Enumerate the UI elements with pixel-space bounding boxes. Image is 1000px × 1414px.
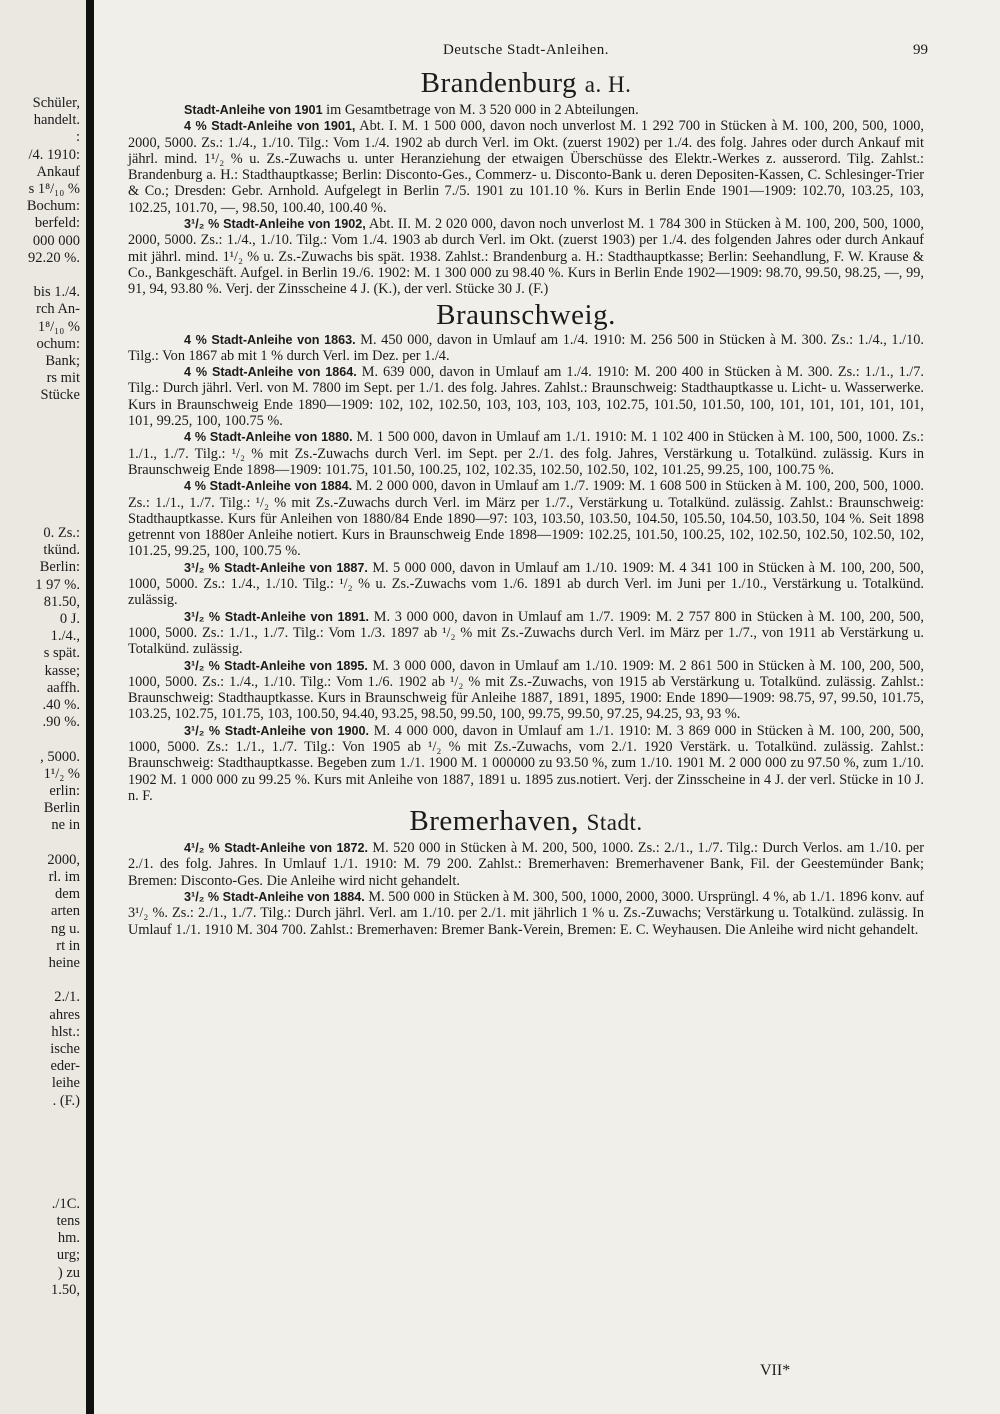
margin-fragment: heine bbox=[48, 955, 80, 971]
loan-entry bbox=[128, 118, 924, 216]
margin-fragment: kasse; bbox=[44, 662, 80, 679]
margin-fragment: dem bbox=[55, 886, 80, 903]
margin-fragment: 0. Zs.: bbox=[43, 525, 80, 541]
margin-fragment: , 5000. bbox=[40, 748, 80, 765]
margin-fragment: hm. bbox=[57, 1230, 80, 1247]
section-title-text: Brandenburg bbox=[420, 67, 578, 99]
loan-entry bbox=[128, 609, 924, 658]
entry-lead: 4 % Stadt-Anleihe von 1884. bbox=[184, 479, 353, 494]
margin-fragment: 81.50, bbox=[43, 593, 80, 610]
margin-fragment: Schüler, bbox=[32, 95, 80, 111]
margin-fragment: 0 J. bbox=[59, 611, 80, 627]
entry-lead: 4¹/₂ % Stadt-Anleihe von 1872. bbox=[184, 841, 368, 856]
margin-fragment: erlin: bbox=[49, 783, 80, 799]
section-title-text: Bremerhaven, bbox=[409, 805, 579, 838]
margin-fragment: aaffh. bbox=[46, 679, 80, 696]
entry-lead: 3¹/₂ % Stadt-Anleihe von 1884. bbox=[184, 890, 365, 905]
loan-entry bbox=[128, 332, 924, 365]
margin-fragment: ne in bbox=[51, 817, 80, 834]
loan-entry bbox=[128, 216, 924, 297]
margin-fragment: 1.50, bbox=[51, 1281, 80, 1298]
entry-text: Abt. II. M. 2 020 000, davon noch unverlost M. 1 784 300 in Stücken à M. 100, 200, 500, 1000, 2000, 5000. Zs.: 1./4., 1./10. Tilg.: Vom 1./4. 1903 ab durch Verl. im Okt. (zuerst 1903) per 1./4. des folgenden Jahres oder durch Ankauf mit jährl. mind. 1¹/₂ % u. Zs.-Zuwachs bis spät. 1938. Zahlst.: Brandenburg a. H.: Stadthauptkasse; Berlin: Seehandlung, F. W. Krause & Co., Bankgeschäft. Aufgel. in Berlin 19./6. 1902: M. 1 300 000 zu 98.40 %. Kurs in Berlin Ende 1902—1909: 98.70, 99.50, 98.25, —, 99, 91, 94, 93.80 %. Verj. der Zinsscheine 4 J. (K.), der verl. Stücke 30 J. (F.) bbox=[128, 216, 924, 298]
section-title-brandenburg bbox=[128, 66, 924, 102]
loan-entry bbox=[128, 478, 924, 559]
entry-lead: 4 % Stadt-Anleihe von 1864. bbox=[184, 365, 357, 380]
margin-fragment: rch An- bbox=[36, 301, 80, 318]
margin-fragment: bis 1./4. bbox=[33, 284, 80, 301]
loan-entry bbox=[128, 889, 924, 938]
margin-fragment: 2./1. bbox=[54, 989, 80, 1006]
entry-text: M. 639 000, davon in Umlauf am 1./4. 1910: M. 200 400 in Stücken à M. 300. Zs.: 1./1., 1./7. Tilg.: Durch jährl. Verl. von M. 7800 im Sept. per 1./1. des folg. Jahres. Zahlst.: Braunschweig: Stadthauptkasse u. Licht- u. Wasserwerke. Kurs in Braunschweig Ende 1890—1909: 102, 102, 102.50, 103, 103, 103, 103, 102.75, 101.50, 101.50, 100, 101, 101, 101, 101, 101, 101, 99.25, 100, 100.75 %. bbox=[128, 364, 924, 430]
margin-fragment: Bochum: bbox=[26, 198, 80, 215]
margin-fragment: ng u. bbox=[51, 920, 80, 937]
margin-fragment: 000 000 bbox=[32, 232, 80, 249]
margin-fragment: Stücke bbox=[40, 387, 80, 404]
margin-fragment: ahres bbox=[49, 1006, 80, 1023]
margin-fragment: urg; bbox=[56, 1247, 80, 1264]
margin-fragment: ochum: bbox=[36, 335, 80, 352]
margin-fragment: .90 %. bbox=[42, 714, 80, 731]
margin-fragment: rs mit bbox=[46, 370, 80, 387]
entry-text: M. 1 500 000, davon in Umlauf am 1./1. 1910: M. 1 102 400 in Stücken à M. 100, 500, 1000. Zs.: 1./1., 1./7. Tilg.: ¹/₂ % mit Zs.-Zuwachs durch Verl. im Sept. per 2./1. des folg. Jahres, Verstärkung u. Totalkünd. zulässig. Kurs in Braunschweig Ende 1898—1909: 101.75, 101.50, 100.25, 102, 102.35, 102.50, 102.50, 102, 101.25, 99.25, 100, 100.75 %. bbox=[128, 429, 924, 478]
margin-fragment: leihe bbox=[51, 1075, 80, 1092]
section-title-text: Braunschweig. bbox=[436, 298, 616, 331]
margin-fragment: berfeld: bbox=[34, 215, 80, 232]
margin-fragment: 1⁸/₁₀ % bbox=[37, 318, 80, 335]
margin-fragment: Ankauf bbox=[36, 163, 80, 180]
margin-fragment: 1¹/₂ % bbox=[43, 765, 80, 782]
section-title-bremerhaven bbox=[128, 804, 924, 840]
loan-entry bbox=[128, 560, 924, 609]
entry-lead: 3¹/₂ % Stadt-Anleihe von 1902, bbox=[184, 217, 366, 232]
loan-entry bbox=[128, 840, 924, 889]
margin-fragment: .40 %. bbox=[42, 697, 80, 713]
section-title-suffix: a. H. bbox=[584, 72, 632, 97]
entry-text: M. 5 000 000, davon in Umlauf am 1./10. 1909: M. 4 341 100 in Stücken à M. 100, 200, 500, 1000, 5000. Zs.: 1./4., 1./10. Tilg.: ¹/₂ % u. Zs.-Zuwachs vom 1./6. 1891 ab durch Verl. im Juni per 1./10., Verstärkung u. Totalkünd. zulässig. bbox=[128, 559, 924, 609]
entry-lead: 4 % Stadt-Anleihe von 1863. bbox=[184, 332, 356, 347]
margin-fragment: handelt. bbox=[33, 112, 80, 129]
margin-fragment: ) zu bbox=[57, 1264, 80, 1281]
section-title-suffix: Stadt. bbox=[586, 810, 643, 836]
entry-text: M. 520 000 in Stücken à M. 200, 500, 1000. Zs.: 2./1., 1./7. Tilg.: Durch Verlos. am 1./10. per 2./1. des folg. Jahres. In Umlauf 1./1. 1910: M. 79 200. Zahlst.: Bremerhaven: Bremerhavener Bank, Fil. der Geestemünder Bank; Bremen: Disconto-Ges. Die Anleihe wird nicht gehandelt. bbox=[128, 840, 924, 889]
entry-lead: 3¹/₂ % Stadt-Anleihe von 1895. bbox=[184, 658, 368, 673]
entry-text: M. 3 000 000, davon in Umlauf am 1./7. 1909: M. 2 757 800 in Stücken à M. 100, 200, 500, 1000, 5000. Zs.: 1./1., 1./7. Tilg.: Vom 1./3. 1897 ab ¹/₂ % mit Zs.-Zuwachs durch Verl. im März per 1./7., von 1911 ab Verstärkung u. Totalkünd. zulässig. bbox=[128, 608, 924, 658]
margin-fragment: : bbox=[75, 129, 80, 146]
entry-text: M. 3 000 000, davon in Umlauf am 1./10. 1909: M. 2 861 500 in Stücken à M. 100, 200, 500, 1000, 5000. Zs.: 1./4., 1./10. Tilg.: Vom 1./6. 1902 ab ¹/₂ % mit Zs.-Zuwachs, von 1915 ab Verstärkung u. Totalkünd. zulässig. Zahlst.: Braunschweig: Stadthauptkasse. Kurs in Braunschweig für Anleihe 1887, 1891, 1895, 1900: Ende 1890—1909: 98.75, 97, 99.50, 101.75, 103.25, 102.75, 101.75, 103, 100.50, 94.40, 93.25, 98.50, 99.50, 100, 99.75, 99.50, 97.25, 94.25, 93, 93 %. bbox=[128, 657, 924, 723]
running-title: Deutsche Stadt-Anleihen. bbox=[442, 42, 610, 58]
margin-fragment: s spät. bbox=[43, 645, 80, 662]
page-content bbox=[128, 42, 928, 938]
loan-entry bbox=[128, 364, 924, 429]
margin-fragment: Berlin bbox=[43, 800, 80, 817]
margin-fragment: rl. im bbox=[48, 869, 80, 885]
margin-fragment: eder- bbox=[50, 1058, 80, 1075]
margin-fragment: 1./4., bbox=[50, 628, 80, 645]
margin-fragment: Bank; bbox=[45, 353, 80, 369]
entry-lead: 3¹/₂ % Stadt-Anleihe von 1887. bbox=[184, 560, 368, 575]
margin-fragment: tkünd. bbox=[43, 542, 80, 559]
margin-fragment: 92.20 %. bbox=[28, 249, 80, 266]
entry-text: Abt. I. M. 1 500 000, davon noch unverlost M. 1 292 700 in Stücken à M. 100, 200, 500, 1000, 2000, 5000. Zs.: 1./4., 1./10. Tilg.: Vom 1./4. 1902 ab durch Verl. im Okt. (zuerst 1902) per 1./4. des folg. Jahres oder durch Ankauf mit jährl. mind. 1¹/₂ % u. Zs.-Zuwachs u. unter Heranziehung der etwaigen Überschüsse des Elektr.-Werkes z. ausserord. Tilg. Zahlst.: Brandenburg a. H.: Stadthauptkasse; Berlin: Disconto-Ges., Commerz- u. Disconto-Bank u. deren Depositen-Kassen, C. Schlesinger-Trier & Co.; Dresden: Gebr. Arnhold. Aufgelegt in Berlin 7./5. 1901 zu 101.10 %. Kurs in Berlin Ende 1901—1909: 102.70, 103.25, 103, 102.25, 101.70, —, 98.50, 100.40, 100.40 %. bbox=[128, 118, 924, 216]
margin-fragment: 1 97 %. bbox=[35, 576, 80, 593]
entry-text: M. 500 000 in Stücken à M. 300, 500, 1000, 2000, 3000. Ursprüngl. 4 %, ab 1./1. 1896 konv. auf 3¹/₂ %. Zs.: 2./1., 1./7. Tilg.: Durch jährl. Verl. am 1./10. per 2./1. mit jährlich 1 % u. Zs.-Zuwachs; Verstärkung u. Totalkünd. zulässig. In Umlauf 1./1. 1910 M. 304 700. Zahlst.: Bremerhaven: Bremer Bank-Verein, Bremen: E. C. Weyhausen. Die Anleihe wird nicht gehandelt. bbox=[128, 889, 924, 938]
margin-fragment: 2000, bbox=[47, 851, 80, 868]
adjacent-page-margin bbox=[0, 0, 88, 1414]
entry-text: im Gesamtbetrage von M. 3 520 000 in 2 Abteilungen. bbox=[322, 102, 639, 118]
entry-text: M. 2 000 000, davon in Umlauf am 1./7. 1909: M. 1 608 500 in Stücken à M. 100, 200, 500, 1000. Zs.: 1./1., 1./7. Tilg.: ¹/₂ % mit Zs.-Zuwachs durch Verl. im März per 1./7., Verstärkung u. Totalkünd. zulässig. Zahlst.: Braunschweig: Stadthauptkasse. Kurs für Anleihen von 1880/84 Ende 1890—97: 103, 103.50, 103.50, 104.50, 105.50, 104.50, 103.50, 104 %. Seit 1898 getrennt von 1880er Anleihe notiert. Kurs in Braunschweig Ende 1898—1909: 102.25, 101.50, 100.25, 102, 102.50, 102.50, 102.50, 102, 101.25, 99.25, 100, 100.75 %. bbox=[128, 478, 924, 560]
margin-fragment: . (F.) bbox=[52, 1092, 80, 1109]
loan-entry bbox=[128, 658, 924, 723]
margin-fragment: arten bbox=[51, 903, 80, 920]
section-title-braunschweig bbox=[128, 298, 924, 332]
entry-lead: 3¹/₂ % Stadt-Anleihe von 1900. bbox=[184, 723, 370, 738]
margin-fragment: Berlin: bbox=[39, 559, 80, 576]
entry-text: M. 4 000 000, davon in Umlauf am 1./1. 1910: M. 3 869 000 in Stücken à M. 100, 200, 500, 1000, 5000. Zs.: 1./1., 1./7. Tilg.: Von 1905 ab ¹/₂ % mit Zs.-Zuwachs, vom 2./1. 1920 Verstärk. u. Totalkünd. zulässig. Zahlst.: Braunschweig: Stadthauptkasse. Begeben zum 1./1. 1900 M. 1 000000 zu 93.50 %, zum 1./10. 1901 M. 2 000 000 zu 97.50 %, zum 1./10. 1902 M. 1 000 000 zu 99.25 %. Kurs mit Anleihe von 1887, 1891 u. 1895 zus.notiert. Verj. der Zinsscheine in 4 J. der verl. Stücke in 10 J. n. F. bbox=[128, 722, 924, 804]
book-spine bbox=[86, 0, 94, 1414]
margin-fragment: ische bbox=[50, 1041, 80, 1057]
loan-entry bbox=[128, 102, 924, 118]
entry-text: M. 450 000, davon in Umlauf am 1./4. 1910: M. 256 500 in Stücken à M. 300. Zs.: 1./4., 1./10. Tilg.: Von 1867 ab mit 1 % durch Verl. im Dez. per 1./4. bbox=[128, 331, 924, 364]
margin-fragment: s 1⁸/₁₀ % bbox=[28, 181, 80, 197]
entry-lead: 3¹/₂ % Stadt-Anleihe von 1891. bbox=[184, 609, 370, 624]
margin-fragment: hlst.: bbox=[51, 1023, 80, 1040]
margin-fragment: tens bbox=[56, 1213, 80, 1229]
margin-fragment: rt in bbox=[56, 937, 80, 954]
margin-fragment: /4. 1910: bbox=[28, 146, 80, 163]
loan-entry bbox=[128, 429, 924, 478]
loan-entry bbox=[128, 723, 924, 804]
printer-signature: VII* bbox=[760, 1362, 791, 1379]
entry-lead: 4 % Stadt-Anleihe von 1880. bbox=[184, 430, 353, 445]
entry-lead: Stadt-Anleihe von 1901 bbox=[184, 103, 323, 117]
running-head bbox=[128, 42, 928, 66]
margin-fragment: ./1C. bbox=[51, 1195, 80, 1212]
entry-lead: 4 % Stadt-Anleihe von 1901, bbox=[184, 119, 356, 134]
page-number: 99 bbox=[913, 42, 928, 58]
